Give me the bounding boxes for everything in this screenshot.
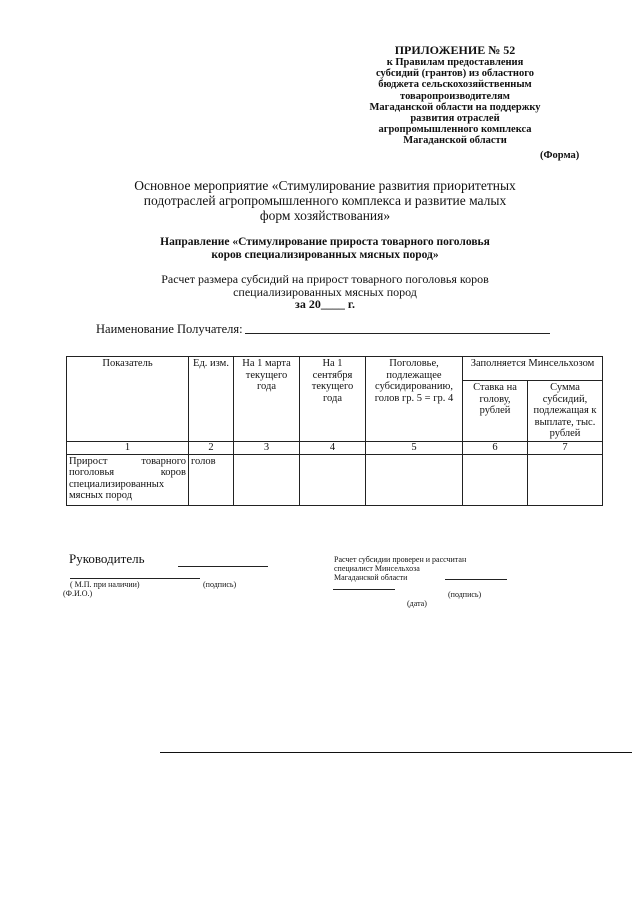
appendix-line: к Правилам предоставления [386,57,524,68]
check-signature-line[interactable] [445,579,507,580]
header-september: На 1 сентября текущего года [300,357,366,442]
column-number: 3 [234,441,300,454]
appendix-line: агропромышленного комплекса [378,124,532,136]
check-signature-label: (подпись) [448,590,482,599]
check-line: Магаданской области [334,573,408,582]
header-indicator: Показатель [67,357,189,442]
recipient-field-line[interactable] [245,333,550,334]
column-number: 5 [366,441,463,454]
form-label: (Форма) [540,150,580,161]
bottom-rule [160,752,632,753]
calculation-line: Расчет размера субсидий на прирост товарного поголовья коров [161,272,489,286]
cell-rate[interactable] [463,454,528,505]
check-line: специалист Минсельхоза [334,564,420,573]
cell-livestock[interactable] [366,454,463,505]
cell-march[interactable] [234,454,300,505]
appendix-line: бюджета сельскохозяйственным [378,79,532,91]
header-rate: Ставка на голову, рублей [463,381,528,442]
appendix-line: субсидий (грантов) из областного [376,68,534,80]
header-ministry: Заполняется Минсельхозом [463,357,603,381]
column-number: 6 [463,441,528,454]
head-signature-line[interactable] [178,566,268,567]
signature-label: (подпись) [203,580,237,589]
header-livestock: Поголовье, подлежащее субсидированию, голов гр. 5 = гр. 4 [366,357,463,442]
column-number: 2 [189,441,234,454]
main-measure-line: форм хозяйствования» [259,208,391,223]
header-unit: Ед. изм. [189,357,234,442]
direction-title [120,236,530,261]
calculation-line: специализированных мясных пород [233,284,417,299]
check-block [334,555,466,582]
header-march: На 1 марта текущего года [234,357,300,442]
cell-sum[interactable] [528,454,603,505]
main-measure-title [95,178,555,223]
calculation-year: за 20____ г. [295,297,355,311]
calculation-title [120,273,530,311]
appendix-title: ПРИЛОЖЕНИЕ № 52 [394,43,516,57]
mp-line [70,578,200,579]
mp-label: ( М.П. при наличии) [70,580,140,589]
direction-line: Направление «Стимулирование прироста товарного поголовья [160,236,490,248]
header-sum: Сумма субсидий, подлежащая к выплате, тыс. рублей [528,381,603,442]
fio-label: (Ф.И.О.) [63,589,93,598]
column-number: 4 [300,441,366,454]
row-unit: голов [189,454,234,505]
check-line: Расчет субсидии проверен и рассчитан [334,555,467,564]
appendix-line: развития отраслей [410,113,500,125]
date-label: (дата) [407,599,427,608]
main-measure-line: подотраслей агропромышленного комплекса и развитие малых [143,193,507,208]
direction-line: коров специализированных мясных пород» [211,248,439,261]
appendix-line: товаропроизводителям [400,90,510,102]
column-number: 7 [528,441,603,454]
recipient-label: Наименование Получателя: [96,322,243,336]
subsidy-table [66,356,603,506]
main-measure-line: Основное мероприятие «Стимулирование развития приоритетных [134,178,516,193]
column-number: 1 [67,441,189,454]
cell-september[interactable] [300,454,366,505]
appendix-line: Магаданской области [403,135,507,147]
row-indicator: Прирост товарного поголовья коров специализированных мясных пород [67,454,189,505]
head-label: Руководитель [69,551,145,566]
appendix-line: Магаданской области на поддержку [369,101,541,113]
appendix-block [340,44,570,147]
check-date-line[interactable] [333,589,395,590]
